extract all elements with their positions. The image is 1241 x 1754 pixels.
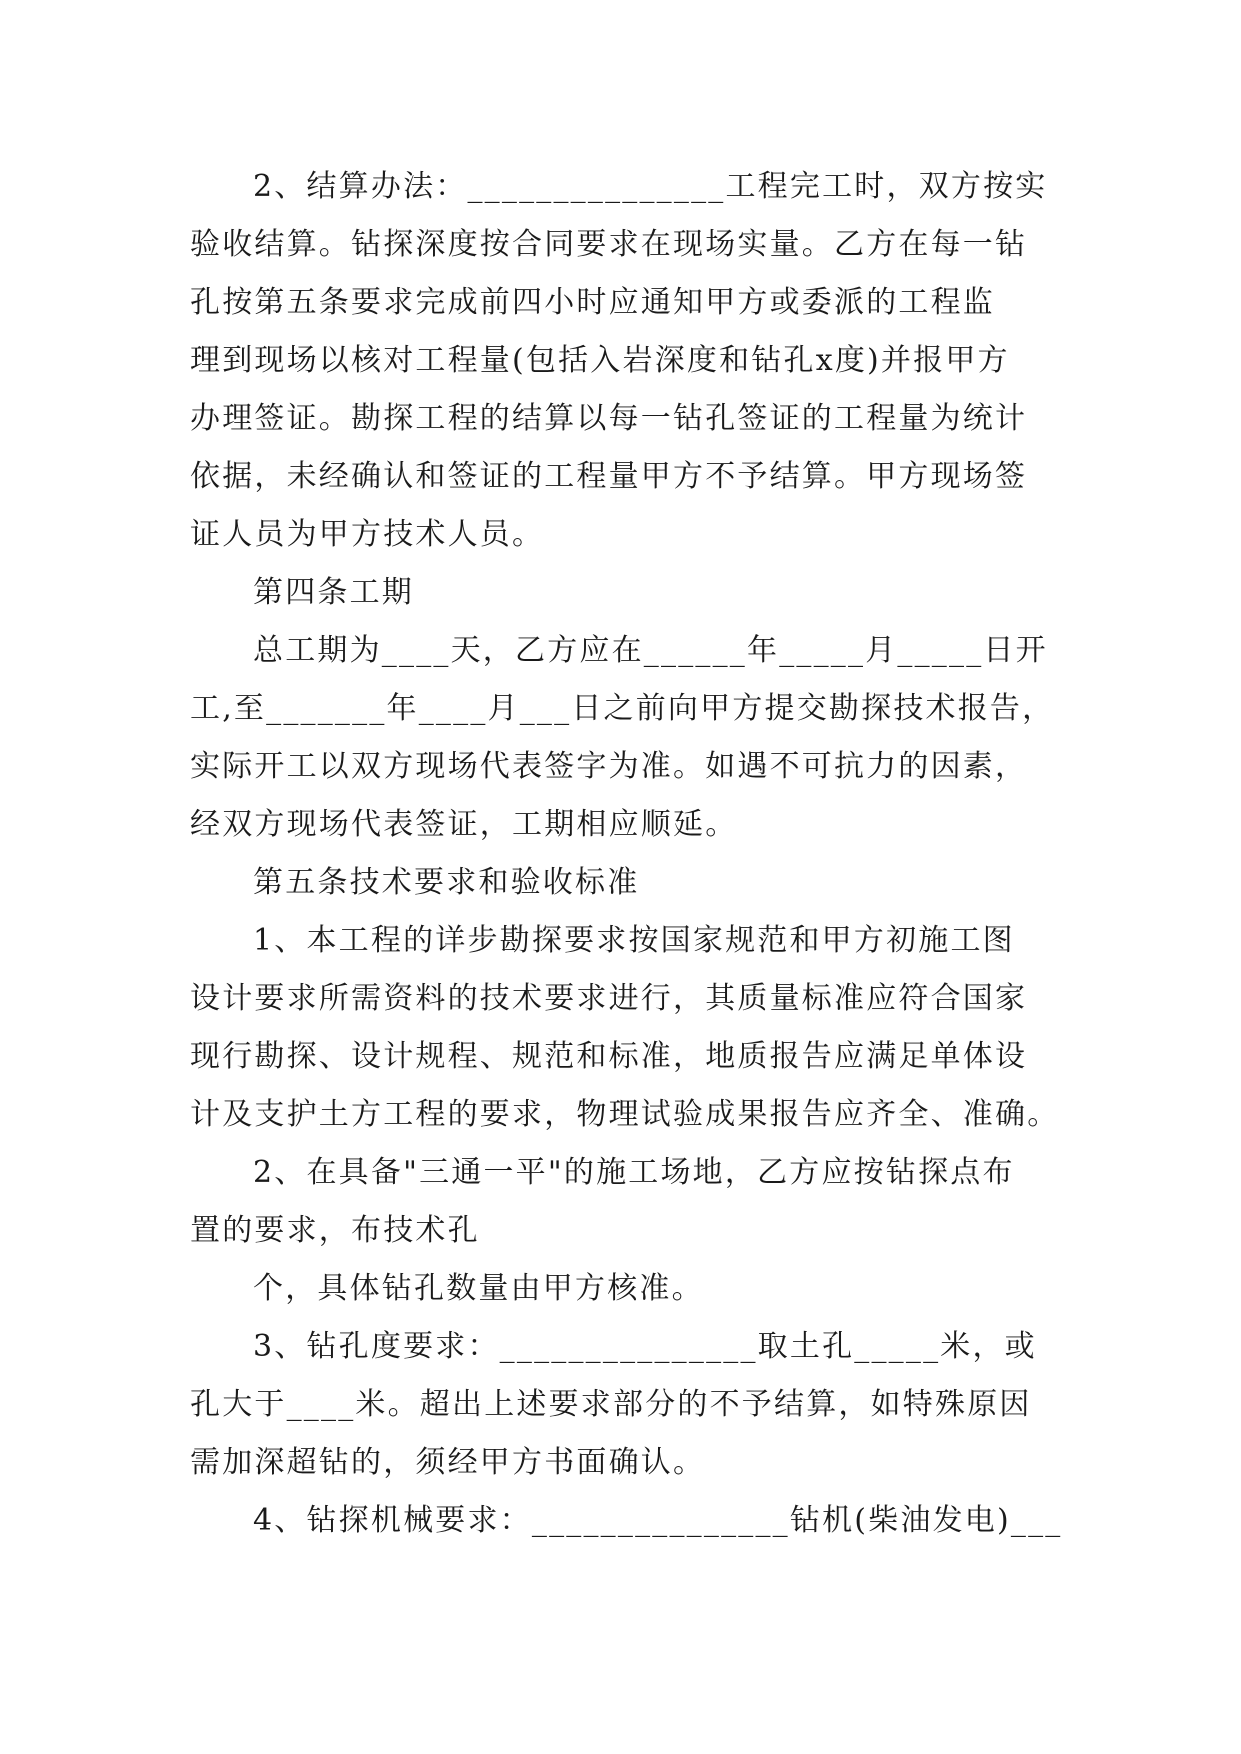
section-heading: 第五条技术要求和验收标准 xyxy=(253,865,640,900)
paragraph-line: 工,至_______年____月___日之前向甲方提交勘探技术报告， xyxy=(190,691,1055,726)
paragraph-line: 实际开工以双方现场代表签字为准。如遇不可抗力的因素， xyxy=(190,749,1028,784)
paragraph-line: 总工期为____天，乙方应在______年_____月_____日开 xyxy=(253,633,1048,668)
section-heading: 第四条工期 xyxy=(253,575,414,610)
paragraph-line: 3、钻孔度要求：_______________取土孔_____米，或 xyxy=(253,1329,1037,1364)
paragraph-line: 置的要求，布技术孔 xyxy=(190,1213,480,1248)
paragraph-line: 孔按第五条要求完成前四小时应通知甲方或委派的工程监 xyxy=(190,285,995,320)
paragraph-line: 依据，未经确认和签证的工程量甲方不予结算。甲方现场签 xyxy=(190,459,1028,494)
paragraph-line: 证人员为甲方技术人员。 xyxy=(190,517,545,552)
paragraph-line: 理到现场以核对工程量(包括入岩深度和钻孔x度)并报甲方 xyxy=(190,343,1010,378)
paragraph-line: 2、在具备"三通一平"的施工场地，乙方应按钻探点布 xyxy=(253,1155,1015,1190)
paragraph-line: 1、本工程的详步勘探要求按国家规范和甲方初施工图 xyxy=(253,923,1015,958)
paragraph-line: 经双方现场代表签证，工期相应顺延。 xyxy=(190,807,738,842)
document-page xyxy=(190,158,1063,1550)
paragraph-line: 现行勘探、设计规程、规范和标准，地质报告应满足单体设 xyxy=(190,1039,1028,1074)
paragraph-line: 个，具体钻孔数量由甲方核准。 xyxy=(253,1271,704,1306)
paragraph-line: 设计要求所需资料的技术要求进行，其质量标准应符合国家 xyxy=(190,981,1028,1016)
paragraph-line: 计及支护土方工程的要求，物理试验成果报告应齐全、准确。 xyxy=(190,1097,1060,1132)
paragraph-line: 孔大于____米。超出上述要求部分的不予结算，如特殊原因 xyxy=(190,1387,1032,1422)
paragraph-line: 验收结算。钻探深度按合同要求在现场实量。乙方在每一钻 xyxy=(190,227,1028,262)
paragraph-line: 4、钻探机械要求：_______________钻机(柴油发电)___ xyxy=(253,1503,1063,1538)
paragraph-line: 需加深超钻的，须经甲方书面确认。 xyxy=(190,1445,706,1480)
paragraph-line: 办理签证。勘探工程的结算以每一钻孔签证的工程量为统计 xyxy=(190,401,1028,436)
paragraph-line: 2、结算办法：_______________工程完工时，双方按实 xyxy=(253,169,1048,204)
